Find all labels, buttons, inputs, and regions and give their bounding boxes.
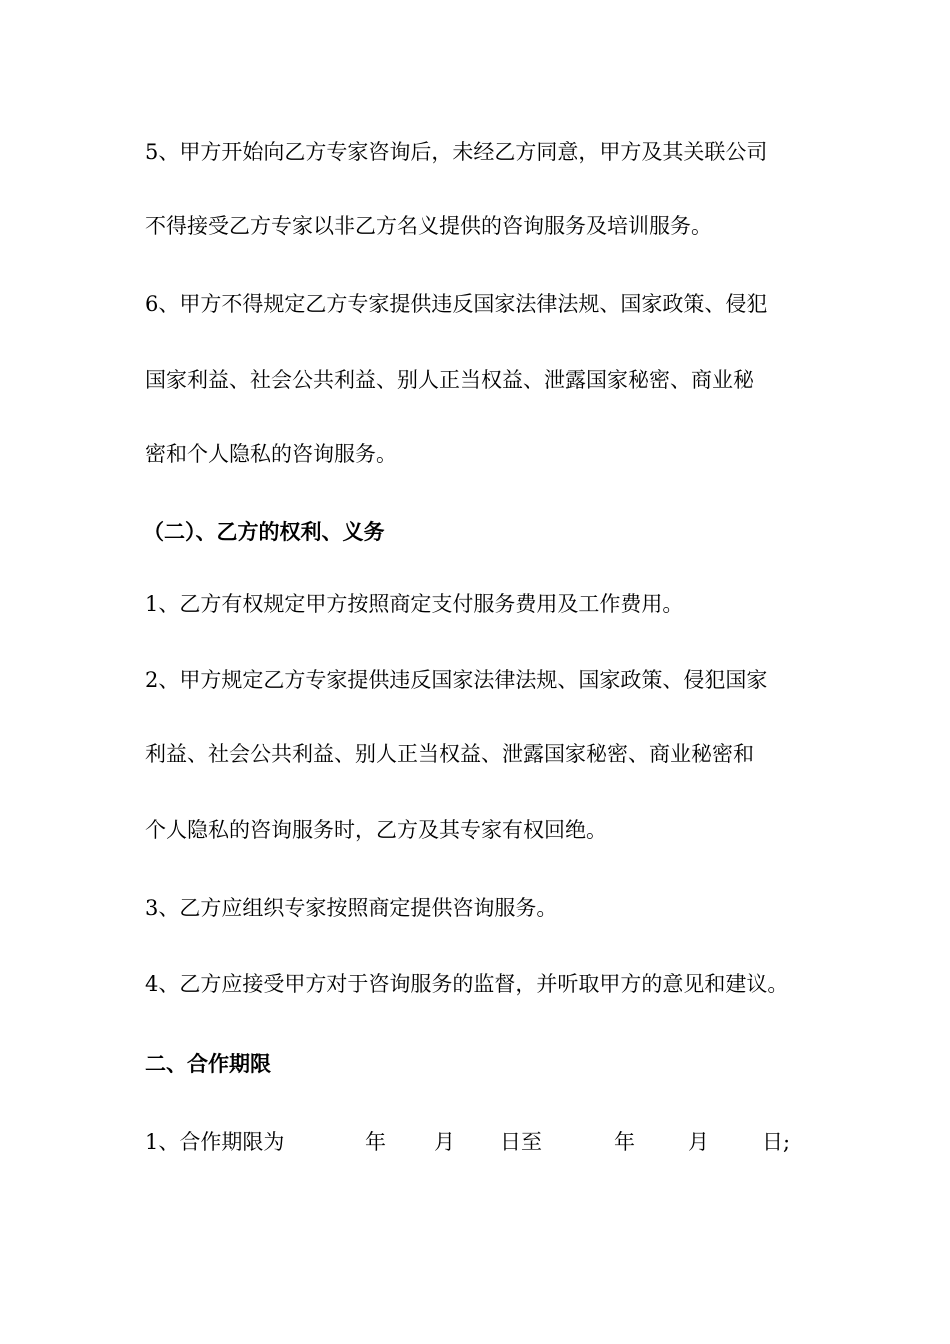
term-month-start: 月 — [434, 1130, 455, 1154]
term-year-end: 年 — [614, 1130, 635, 1154]
list-item: 1、乙方有权规定甲方按照商定支付服务费用及工作费用。 — [145, 592, 684, 616]
list-item: 利益、社会公共利益、别人正当权益、泄露国家秘密、商业秘密和 — [145, 742, 754, 766]
term-month-end: 月 — [688, 1130, 709, 1154]
list-item: 个人隐私的咨询服务时，乙方及其专家有权回绝。 — [145, 818, 607, 842]
term-prefix: 1、合作期限为 — [145, 1130, 285, 1154]
list-item: 2、甲方规定乙方专家提供违反国家法律法规、国家政策、侵犯国家 — [145, 668, 768, 692]
term-day-start: 日至 — [500, 1130, 542, 1154]
term-day-end: 日; — [762, 1130, 791, 1154]
list-item: 4、乙方应接受甲方对于咨询服务的监督，并听取甲方的意见和建议。 — [145, 972, 789, 996]
paragraph-line: 不得接受乙方专家以非乙方名义提供的咨询服务及培训服务。 — [145, 214, 712, 238]
term-line — [0, 1128, 950, 1156]
list-item: 3、乙方应组织专家按照商定提供咨询服务。 — [145, 896, 558, 920]
paragraph-line: 密和个人隐私的咨询服务。 — [145, 442, 397, 466]
term-year-start: 年 — [365, 1130, 386, 1154]
paragraph-line: 6、甲方不得规定乙方专家提供违反国家法律法规、国家政策、侵犯 — [145, 292, 768, 316]
section-heading: 二、合作期限 — [145, 1052, 271, 1076]
section-heading: （二）、乙方的权利、义务 — [143, 520, 385, 544]
paragraph-line: 国家利益、社会公共利益、别人正当权益、泄露国家秘密、商业秘 — [145, 368, 754, 392]
paragraph-line: 5、甲方开始向乙方专家咨询后，未经乙方同意，甲方及其关联公司 — [145, 140, 768, 164]
